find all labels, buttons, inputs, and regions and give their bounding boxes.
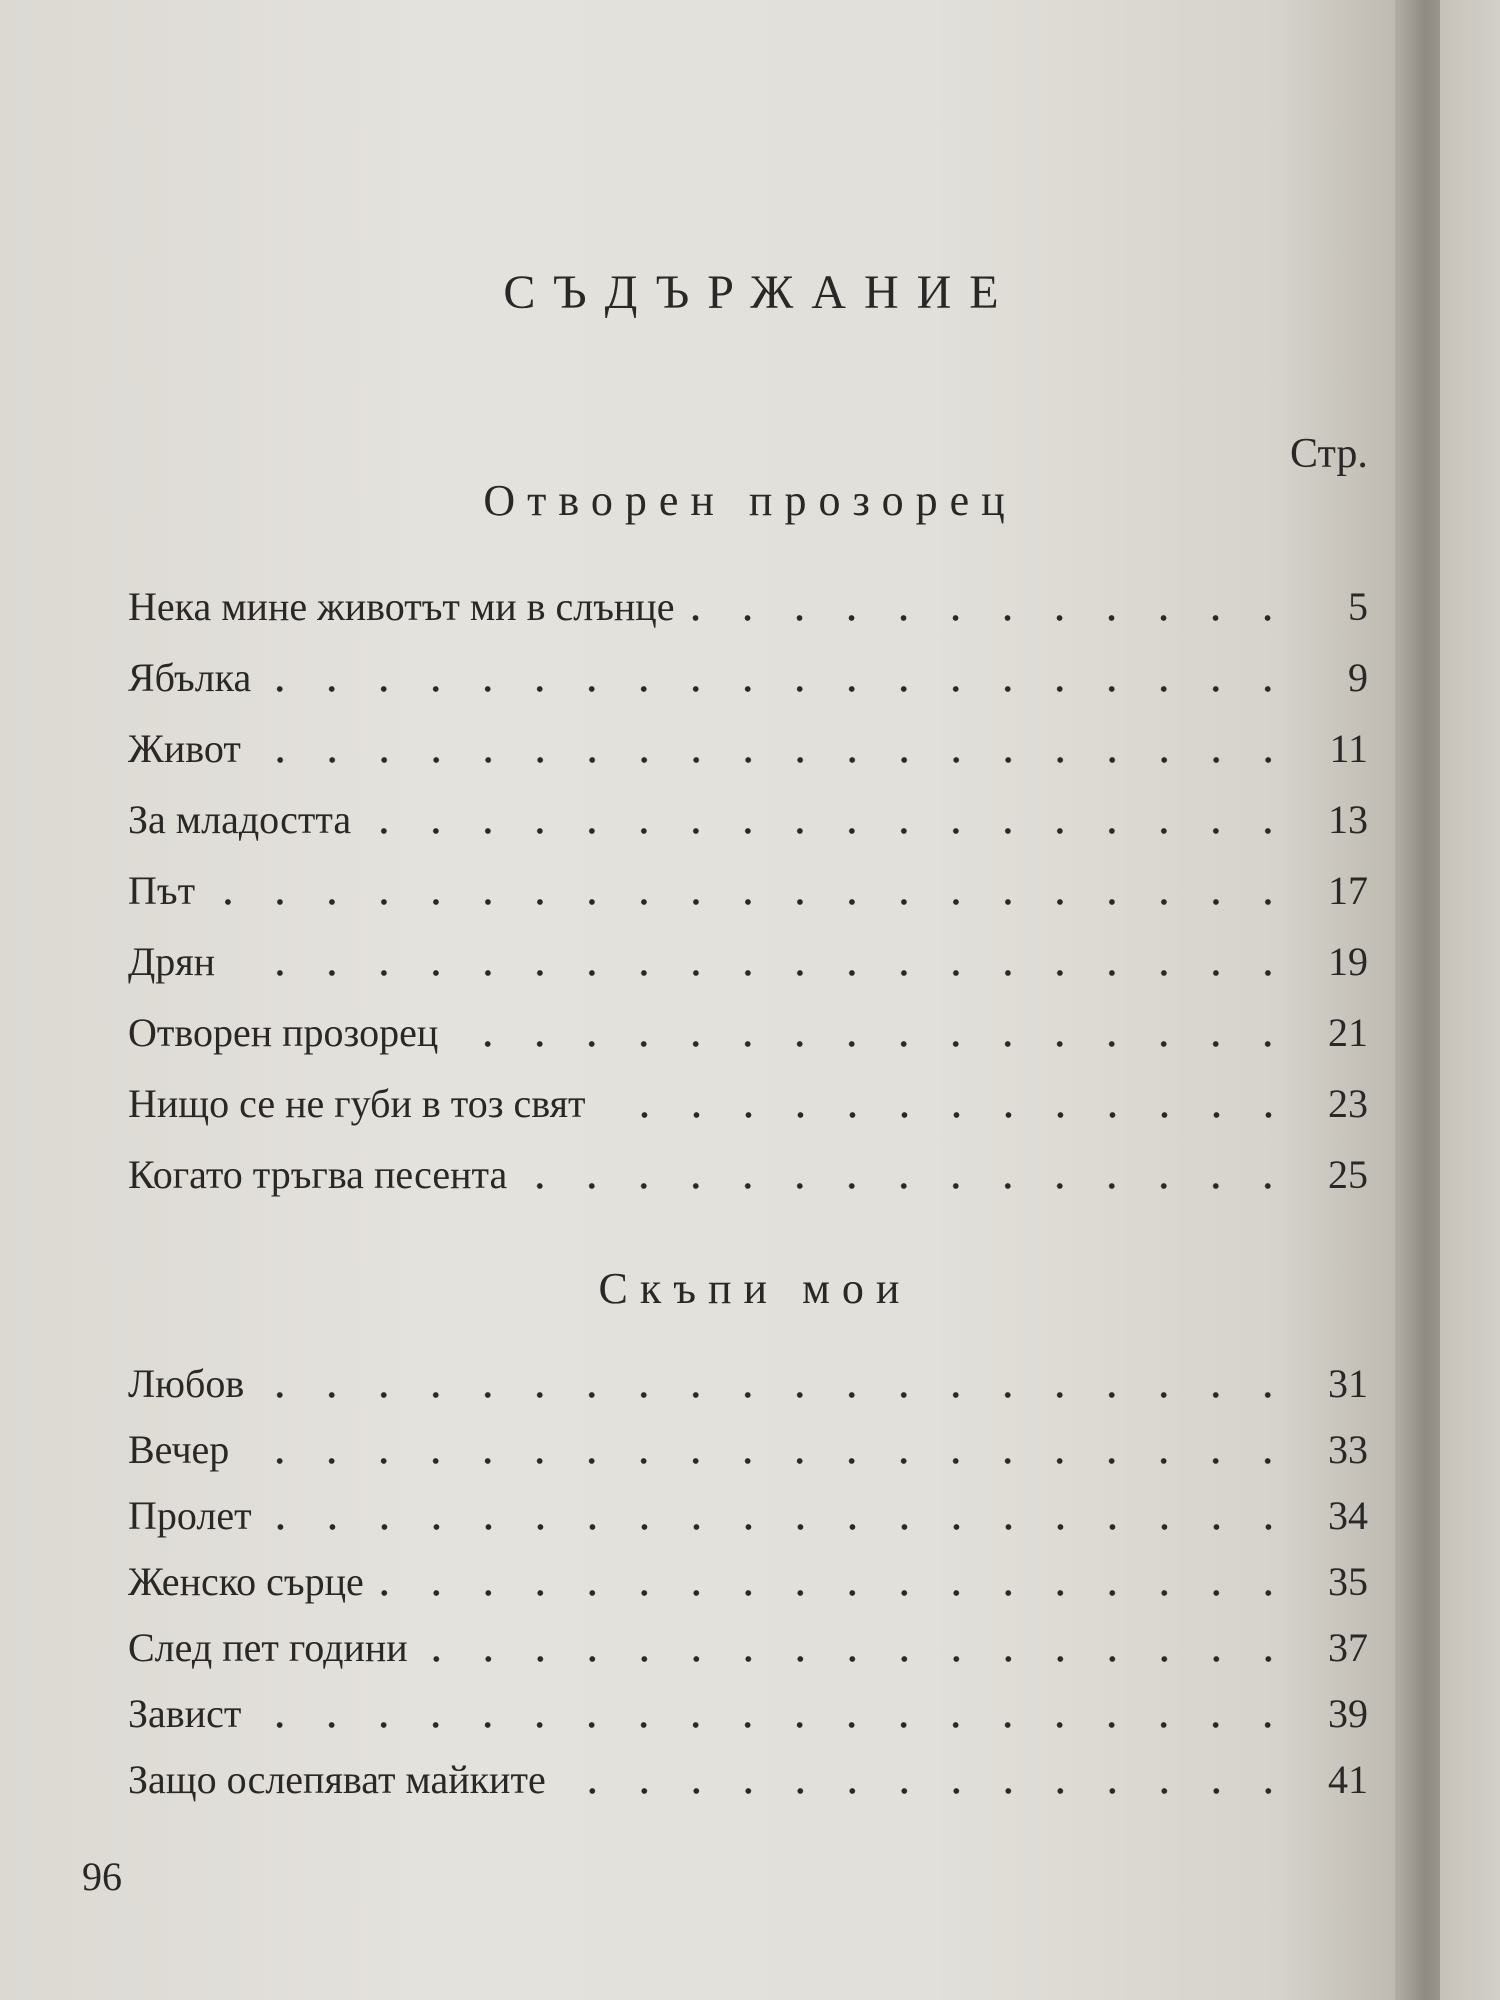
toc-entry [128,1553,1368,1605]
dot-leader [245,1457,1294,1465]
dot-leader [257,756,1294,764]
toc-entry [128,1004,1368,1056]
toc-entry-page: 17 [1328,868,1368,913]
dot-leader [562,1787,1294,1795]
toc-entry-page: 35 [1328,1559,1368,1604]
toc-entry-title: За младостта [128,797,352,842]
toc-entry [128,1075,1368,1127]
toc-entry-title: Женско сърце [128,1559,364,1604]
page-title: СЪДЪРЖАНИЕ [503,266,1017,319]
dot-leader [257,1721,1294,1729]
section-title-1: Отворен прозорец [483,476,1017,525]
toc-entry-title: След пет години [128,1625,408,1670]
toc-entry-title: Нека мине животът ми в слънце [128,584,675,629]
dot-leader [267,685,1294,693]
dot-leader [523,1182,1294,1190]
toc-entry-page: 23 [1328,1081,1368,1126]
toc-entry-title: Живот [128,726,241,771]
toc-entry [128,578,1368,630]
toc-entry-page: 31 [1328,1361,1368,1406]
toc-entry [128,1487,1368,1539]
toc-entry-title: Ябълка [128,655,252,700]
dot-leader [380,1589,1294,1597]
toc-entry-page: 5 [1348,584,1368,629]
toc-entry-page: 21 [1328,1010,1368,1055]
toc-entry-page: 11 [1329,726,1368,771]
toc-entry-page: 25 [1328,1152,1368,1197]
facing-page-edge [1440,0,1500,2000]
toc-entry-title: Когато тръгва песента [128,1152,508,1197]
dot-leader [424,1655,1294,1663]
toc-entry-page: 13 [1328,797,1368,842]
toc-entry-page: 19 [1328,939,1368,984]
dot-leader [231,969,1294,977]
toc-entry [128,1751,1368,1803]
toc-entry-title: Отворен прозорец [128,1010,439,1055]
page-column-label: Стр. [1290,431,1368,477]
dot-leader [690,614,1294,622]
toc-entry-page: 9 [1348,655,1368,700]
toc-entry-page: 34 [1328,1493,1368,1538]
toc-entry [128,791,1368,843]
toc-entry-title: Дрян [128,939,216,984]
toc-entry-title: Завист [128,1691,242,1736]
toc-entry-page: 33 [1328,1427,1368,1472]
toc-entry-page: 37 [1328,1625,1368,1670]
dot-leader [367,827,1294,835]
dot-leader [211,898,1294,906]
dot-leader [260,1391,1294,1399]
section-title-2: Скъпи мои [598,1264,912,1313]
toc-entry-page: 41 [1328,1757,1368,1802]
dot-leader [454,1040,1294,1048]
toc-entry-title: Път [128,868,196,913]
dot-leader [602,1111,1294,1119]
toc-entry [128,720,1368,772]
toc-entry [128,649,1368,701]
toc-entry-title: Нищо се не губи в тоз свят [128,1081,586,1126]
toc-entry-title: Защо ослепяват майките [128,1757,546,1802]
toc-entry [128,1421,1368,1473]
toc-entry [128,1355,1368,1407]
toc-entry-title: Пролет [128,1493,252,1538]
toc-entry [128,933,1368,985]
toc-entry [128,1619,1368,1671]
dot-leader [268,1523,1294,1531]
toc-entry [128,862,1368,914]
toc-entry-title: Вечер [128,1427,230,1472]
toc-entry [128,1685,1368,1737]
toc-entry-title: Любов [128,1361,245,1406]
toc-entry-page: 39 [1328,1691,1368,1736]
page-number: 96 [82,1854,122,1899]
toc-entry [128,1146,1368,1198]
